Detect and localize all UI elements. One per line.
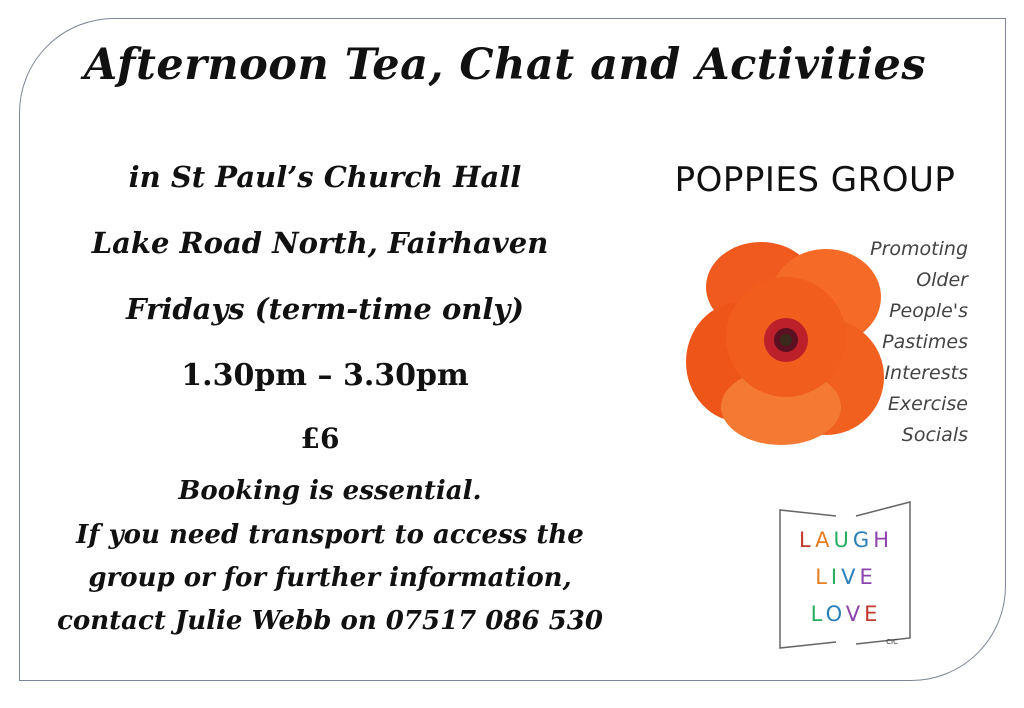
logo-letter: L: [798, 528, 816, 552]
contact-line-1: If you need transport to access the: [76, 520, 584, 550]
group-name: POPPIES GROUP: [674, 160, 956, 200]
booking-text: Booking is essential.: [178, 476, 482, 506]
acronym-list: [828, 234, 968, 451]
acronym-word: Socials: [901, 424, 968, 446]
acronym-word: Older: [916, 269, 968, 291]
price-text: £6: [300, 422, 340, 455]
logo-letter: I: [830, 565, 842, 589]
laugh-live-love-logo: [776, 498, 916, 654]
acronym-word: Promoting: [870, 238, 968, 260]
logo-letter: V: [841, 565, 860, 589]
logo-letter: G: [852, 528, 874, 552]
contact-line-3: contact Julie Webb on 07517 086 530: [57, 606, 603, 636]
venue-text: in St Paul’s Church Hall: [128, 160, 522, 194]
day-text: Fridays (term-time only): [126, 292, 524, 326]
logo-letter: V: [845, 602, 865, 626]
logo-letter: L: [815, 565, 831, 589]
acronym-word: Interests: [884, 362, 968, 384]
flyer-title: Afternoon Tea, Chat and Activities: [83, 40, 927, 90]
time-text: 1.30pm – 3.30pm: [181, 358, 469, 393]
logo-word-love: [776, 602, 916, 626]
logo-letter: A: [815, 528, 834, 552]
logo-letter: E: [859, 565, 877, 589]
logo-letter: L: [810, 602, 826, 626]
acronym-word: People's: [889, 300, 968, 322]
logo-cic-label: CIC: [886, 638, 898, 646]
logo-letter: E: [864, 602, 882, 626]
logo-word-live: [776, 565, 916, 589]
contact-line-2: group or for further information,: [88, 563, 572, 593]
logo-word-laugh: [776, 528, 916, 552]
acronym-word: Pastimes: [882, 331, 968, 353]
logo-letter: O: [825, 602, 846, 626]
logo-letter: U: [833, 528, 853, 552]
logo-letter: H: [873, 528, 893, 552]
acronym-word: Exercise: [887, 393, 968, 415]
address-text: Lake Road North, Fairhaven: [91, 226, 549, 260]
